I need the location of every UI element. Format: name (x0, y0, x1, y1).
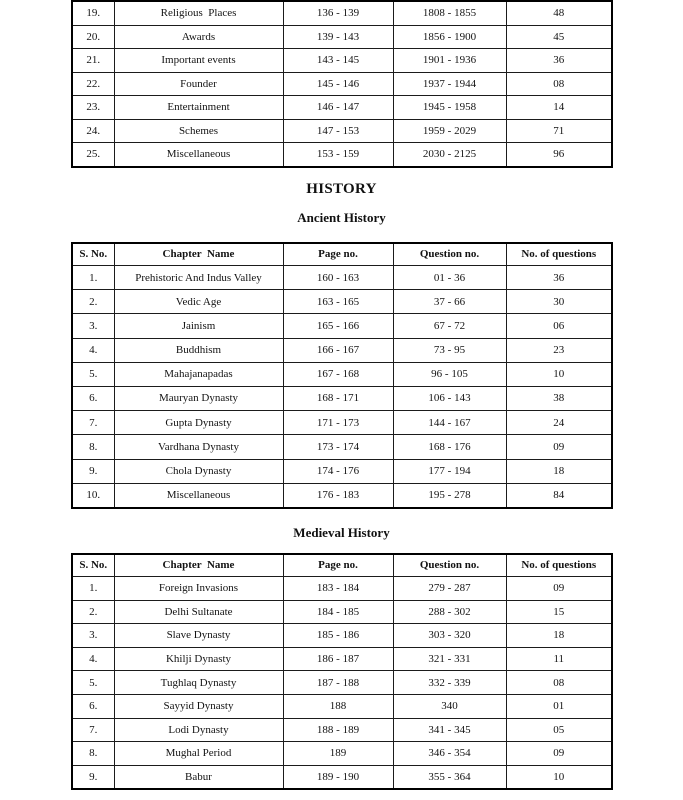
cell-chapter: Tughlaq Dynasty (114, 671, 283, 695)
table-row (72, 314, 612, 338)
table-row (72, 25, 612, 49)
cell-page: 189 (283, 742, 393, 766)
cell-sno: 23. (72, 96, 114, 120)
header-serial-number: S. No. (72, 243, 114, 266)
cell-chapter: Babur (114, 765, 283, 789)
cell-page: 145 - 146 (283, 72, 393, 96)
header-question-count: No. of questions (506, 243, 612, 266)
cell-count: 08 (506, 671, 612, 695)
cell-question: 321 - 331 (393, 647, 506, 671)
cell-page: 163 - 165 (283, 290, 393, 314)
cell-sno: 4. (72, 338, 114, 362)
cell-sno: 1. (72, 577, 114, 601)
table-row (72, 1, 612, 25)
cell-chapter: Prehistoric And Indus Valley (114, 266, 283, 290)
cell-question: 2030 - 2125 (393, 143, 506, 167)
cell-question: 288 - 302 (393, 600, 506, 624)
header-page-number: Page no. (283, 554, 393, 577)
cell-sno: 7. (72, 718, 114, 742)
cell-chapter: Buddhism (114, 338, 283, 362)
cell-question: 96 - 105 (393, 362, 506, 386)
cell-page: 143 - 145 (283, 49, 393, 73)
cell-page: 173 - 174 (283, 435, 393, 459)
table-row (72, 624, 612, 648)
contents-table-continued (71, 0, 613, 168)
table-row (72, 435, 612, 459)
table-row (72, 694, 612, 718)
cell-sno: 19. (72, 1, 114, 25)
table-row (72, 600, 612, 624)
contents-table-continued-body (72, 1, 612, 167)
table-row (72, 290, 612, 314)
cell-question: 332 - 339 (393, 671, 506, 695)
cell-question: 73 - 95 (393, 338, 506, 362)
cell-page: 186 - 187 (283, 647, 393, 671)
cell-page: 167 - 168 (283, 362, 393, 386)
cell-question: 1901 - 1936 (393, 49, 506, 73)
cell-count: 24 (506, 411, 612, 435)
table-row (72, 765, 612, 789)
header-question-number: Question no. (393, 554, 506, 577)
table-row (72, 483, 612, 508)
cell-count: 18 (506, 459, 612, 483)
cell-count: 09 (506, 742, 612, 766)
cell-count: 84 (506, 483, 612, 508)
cell-sno: 6. (72, 694, 114, 718)
table-row (72, 49, 612, 73)
cell-chapter: Schemes (114, 119, 283, 143)
medieval-history-table-body (72, 577, 612, 790)
cell-count: 08 (506, 72, 612, 96)
ancient-history-table-body (72, 266, 612, 508)
table-row (72, 96, 612, 120)
cell-question: 195 - 278 (393, 483, 506, 508)
cell-count: 45 (506, 25, 612, 49)
cell-question: 67 - 72 (393, 314, 506, 338)
table-row (72, 742, 612, 766)
header-page-number: Page no. (283, 243, 393, 266)
cell-count: 14 (506, 96, 612, 120)
cell-chapter: Mauryan Dynasty (114, 386, 283, 410)
cell-count: 71 (506, 119, 612, 143)
cell-sno: 2. (72, 290, 114, 314)
cell-chapter: Foreign Invasions (114, 577, 283, 601)
cell-sno: 24. (72, 119, 114, 143)
cell-count: 11 (506, 647, 612, 671)
cell-chapter: Delhi Sultanate (114, 600, 283, 624)
cell-question: 279 - 287 (393, 577, 506, 601)
cell-sno: 2. (72, 600, 114, 624)
cell-question: 168 - 176 (393, 435, 506, 459)
header-chapter-name: Chapter Name (114, 243, 283, 266)
header-chapter-name: Chapter Name (114, 554, 283, 577)
cell-sno: 5. (72, 362, 114, 386)
medieval-history-table (71, 553, 613, 790)
cell-sno: 21. (72, 49, 114, 73)
cell-sno: 6. (72, 386, 114, 410)
cell-question: 340 (393, 694, 506, 718)
cell-page: 188 - 189 (283, 718, 393, 742)
cell-page: 174 - 176 (283, 459, 393, 483)
header-question-count: No. of questions (506, 554, 612, 577)
header-serial-number: S. No. (72, 554, 114, 577)
cell-chapter: Founder (114, 72, 283, 96)
cell-question: 01 - 36 (393, 266, 506, 290)
cell-question: 1856 - 1900 (393, 25, 506, 49)
table-row (72, 647, 612, 671)
cell-count: 48 (506, 1, 612, 25)
cell-count: 05 (506, 718, 612, 742)
cell-count: 15 (506, 600, 612, 624)
cell-count: 36 (506, 49, 612, 73)
table-row (72, 266, 612, 290)
table-row (72, 72, 612, 96)
cell-sno: 10. (72, 483, 114, 508)
cell-chapter: Mughal Period (114, 742, 283, 766)
cell-chapter: Khilji Dynasty (114, 647, 283, 671)
cell-chapter: Miscellaneous (114, 143, 283, 167)
cell-sno: 20. (72, 25, 114, 49)
cell-sno: 9. (72, 459, 114, 483)
table-header-row (72, 554, 612, 577)
cell-page: 171 - 173 (283, 411, 393, 435)
cell-chapter: Mahajanapadas (114, 362, 283, 386)
cell-count: 06 (506, 314, 612, 338)
cell-chapter: Entertainment (114, 96, 283, 120)
cell-chapter: Sayyid Dynasty (114, 694, 283, 718)
table-row (72, 577, 612, 601)
cell-sno: 3. (72, 314, 114, 338)
cell-page: 187 - 188 (283, 671, 393, 695)
header-question-number: Question no. (393, 243, 506, 266)
cell-count: 23 (506, 338, 612, 362)
cell-page: 146 - 147 (283, 96, 393, 120)
cell-chapter: Religious Places (114, 1, 283, 25)
table-row (72, 671, 612, 695)
cell-page: 153 - 159 (283, 143, 393, 167)
cell-question: 177 - 194 (393, 459, 506, 483)
cell-count: 30 (506, 290, 612, 314)
cell-question: 106 - 143 (393, 386, 506, 410)
cell-sno: 7. (72, 411, 114, 435)
table-row (72, 338, 612, 362)
cell-page: 189 - 190 (283, 765, 393, 789)
cell-question: 144 - 167 (393, 411, 506, 435)
cell-chapter: Gupta Dynasty (114, 411, 283, 435)
table-row (72, 459, 612, 483)
cell-question: 1808 - 1855 (393, 1, 506, 25)
cell-question: 1945 - 1958 (393, 96, 506, 120)
cell-page: 184 - 185 (283, 600, 393, 624)
cell-page: 147 - 153 (283, 119, 393, 143)
table-row (72, 119, 612, 143)
cell-page: 176 - 183 (283, 483, 393, 508)
cell-page: 160 - 163 (283, 266, 393, 290)
cell-count: 01 (506, 694, 612, 718)
cell-page: 166 - 167 (283, 338, 393, 362)
section-title-history: HISTORY (306, 181, 377, 197)
cell-chapter: Slave Dynasty (114, 624, 283, 648)
table-row (72, 362, 612, 386)
cell-sno: 3. (72, 624, 114, 648)
cell-sno: 22. (72, 72, 114, 96)
cell-question: 37 - 66 (393, 290, 506, 314)
table-row (72, 143, 612, 167)
cell-question: 303 - 320 (393, 624, 506, 648)
cell-count: 10 (506, 765, 612, 789)
cell-count: 96 (506, 143, 612, 167)
cell-sno: 8. (72, 742, 114, 766)
cell-sno: 25. (72, 143, 114, 167)
table-header-row (72, 243, 612, 266)
cell-sno: 4. (72, 647, 114, 671)
cell-count: 18 (506, 624, 612, 648)
cell-page: 139 - 143 (283, 25, 393, 49)
cell-page: 165 - 166 (283, 314, 393, 338)
cell-chapter: Lodi Dynasty (114, 718, 283, 742)
cell-question: 346 - 354 (393, 742, 506, 766)
cell-chapter: Chola Dynasty (114, 459, 283, 483)
cell-count: 09 (506, 435, 612, 459)
cell-chapter: Vardhana Dynasty (114, 435, 283, 459)
cell-page: 168 - 171 (283, 386, 393, 410)
cell-page: 188 (283, 694, 393, 718)
cell-question: 1959 - 2029 (393, 119, 506, 143)
cell-chapter: Miscellaneous (114, 483, 283, 508)
cell-count: 10 (506, 362, 612, 386)
table-row (72, 386, 612, 410)
subsection-title-ancient-history: Ancient History (297, 210, 386, 225)
cell-sno: 8. (72, 435, 114, 459)
cell-question: 1937 - 1944 (393, 72, 506, 96)
subsection-title-medieval-history: Medieval History (293, 525, 390, 540)
cell-page: 183 - 184 (283, 577, 393, 601)
table-row (72, 718, 612, 742)
cell-count: 36 (506, 266, 612, 290)
cell-sno: 5. (72, 671, 114, 695)
cell-page: 185 - 186 (283, 624, 393, 648)
cell-count: 38 (506, 386, 612, 410)
cell-sno: 9. (72, 765, 114, 789)
cell-chapter: Jainism (114, 314, 283, 338)
cell-chapter: Awards (114, 25, 283, 49)
table-row (72, 411, 612, 435)
cell-sno: 1. (72, 266, 114, 290)
cell-count: 09 (506, 577, 612, 601)
cell-question: 355 - 364 (393, 765, 506, 789)
ancient-history-table (71, 242, 613, 509)
cell-chapter: Important events (114, 49, 283, 73)
cell-page: 136 - 139 (283, 1, 393, 25)
cell-question: 341 - 345 (393, 718, 506, 742)
cell-chapter: Vedic Age (114, 290, 283, 314)
